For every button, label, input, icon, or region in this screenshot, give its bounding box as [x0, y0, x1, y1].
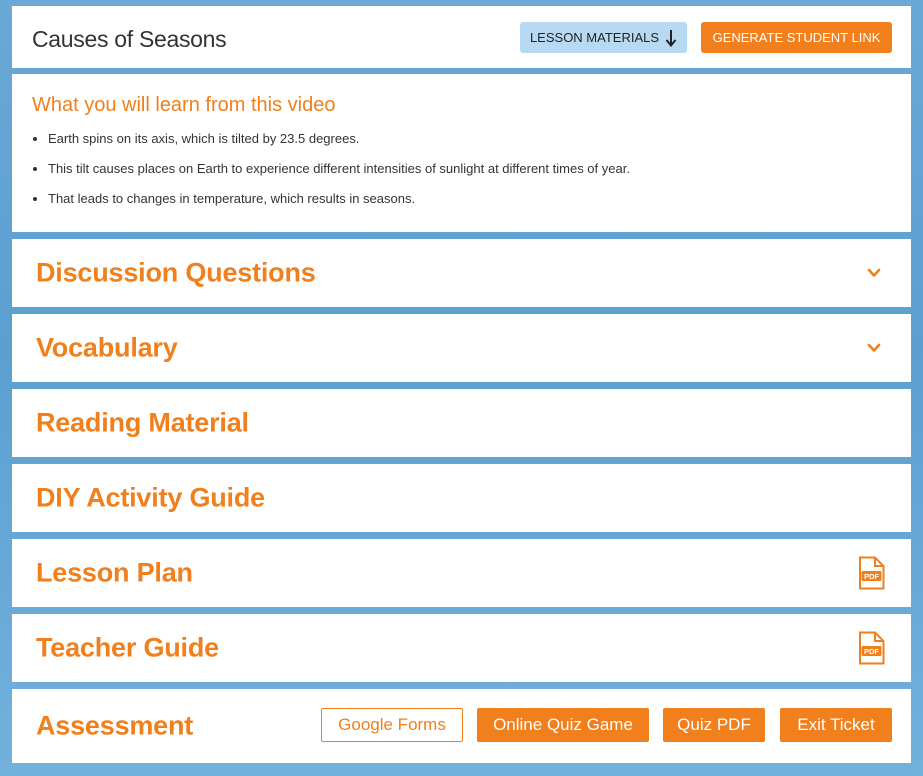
section-title: Vocabulary	[36, 332, 178, 363]
list-item: • This tilt causes places on Earth to experience different intensities of sunlight at different times of year.	[48, 154, 630, 184]
generate-student-link-button[interactable]: GENERATE STUDENT LINK	[701, 22, 892, 53]
quiz-pdf-button[interactable]: Quiz PDF	[663, 708, 765, 742]
section-title: Reading Material	[36, 407, 249, 438]
section-reading-material[interactable]	[12, 389, 911, 457]
online-quiz-game-button[interactable]: Online Quiz Game	[477, 708, 649, 742]
section-lesson-plan[interactable]	[12, 539, 911, 607]
section-title: Assessment	[36, 710, 194, 741]
learning-heading: What you will learn from this video	[32, 94, 336, 116]
section-vocabulary[interactable]	[12, 314, 911, 382]
section-discussion-questions[interactable]	[12, 239, 911, 307]
pdf-icon[interactable]	[857, 556, 885, 590]
google-forms-button[interactable]: Google Forms	[321, 708, 463, 742]
lesson-materials-label: LESSON MATERIALS	[529, 30, 660, 45]
pdf-icon-label: PDF	[864, 647, 879, 656]
exit-ticket-button[interactable]: Exit Ticket	[780, 708, 892, 742]
learning-list	[32, 124, 630, 214]
learning-objectives	[12, 74, 911, 232]
section-diy-activity-guide[interactable]	[12, 464, 911, 532]
pdf-icon[interactable]	[857, 631, 885, 665]
lesson-header	[12, 6, 911, 68]
page-title: Causes of Seasons	[32, 26, 227, 52]
list-item: • That leads to changes in temperature, which results in seasons.	[48, 184, 630, 214]
lesson-materials-button[interactable]	[520, 22, 687, 53]
section-title: Discussion Questions	[36, 257, 316, 288]
pdf-icon-label: PDF	[864, 572, 879, 581]
section-assessment	[12, 689, 911, 763]
section-teacher-guide[interactable]	[12, 614, 911, 682]
down-arrow-icon	[665, 29, 677, 47]
chevron-down-icon[interactable]	[867, 343, 881, 353]
section-title: Lesson Plan	[36, 557, 193, 588]
section-title: DIY Activity Guide	[36, 482, 265, 513]
chevron-down-icon[interactable]	[867, 268, 881, 278]
list-item: • Earth spins on its axis, which is tilted by 23.5 degrees.	[48, 124, 630, 154]
section-title: Teacher Guide	[36, 632, 219, 663]
